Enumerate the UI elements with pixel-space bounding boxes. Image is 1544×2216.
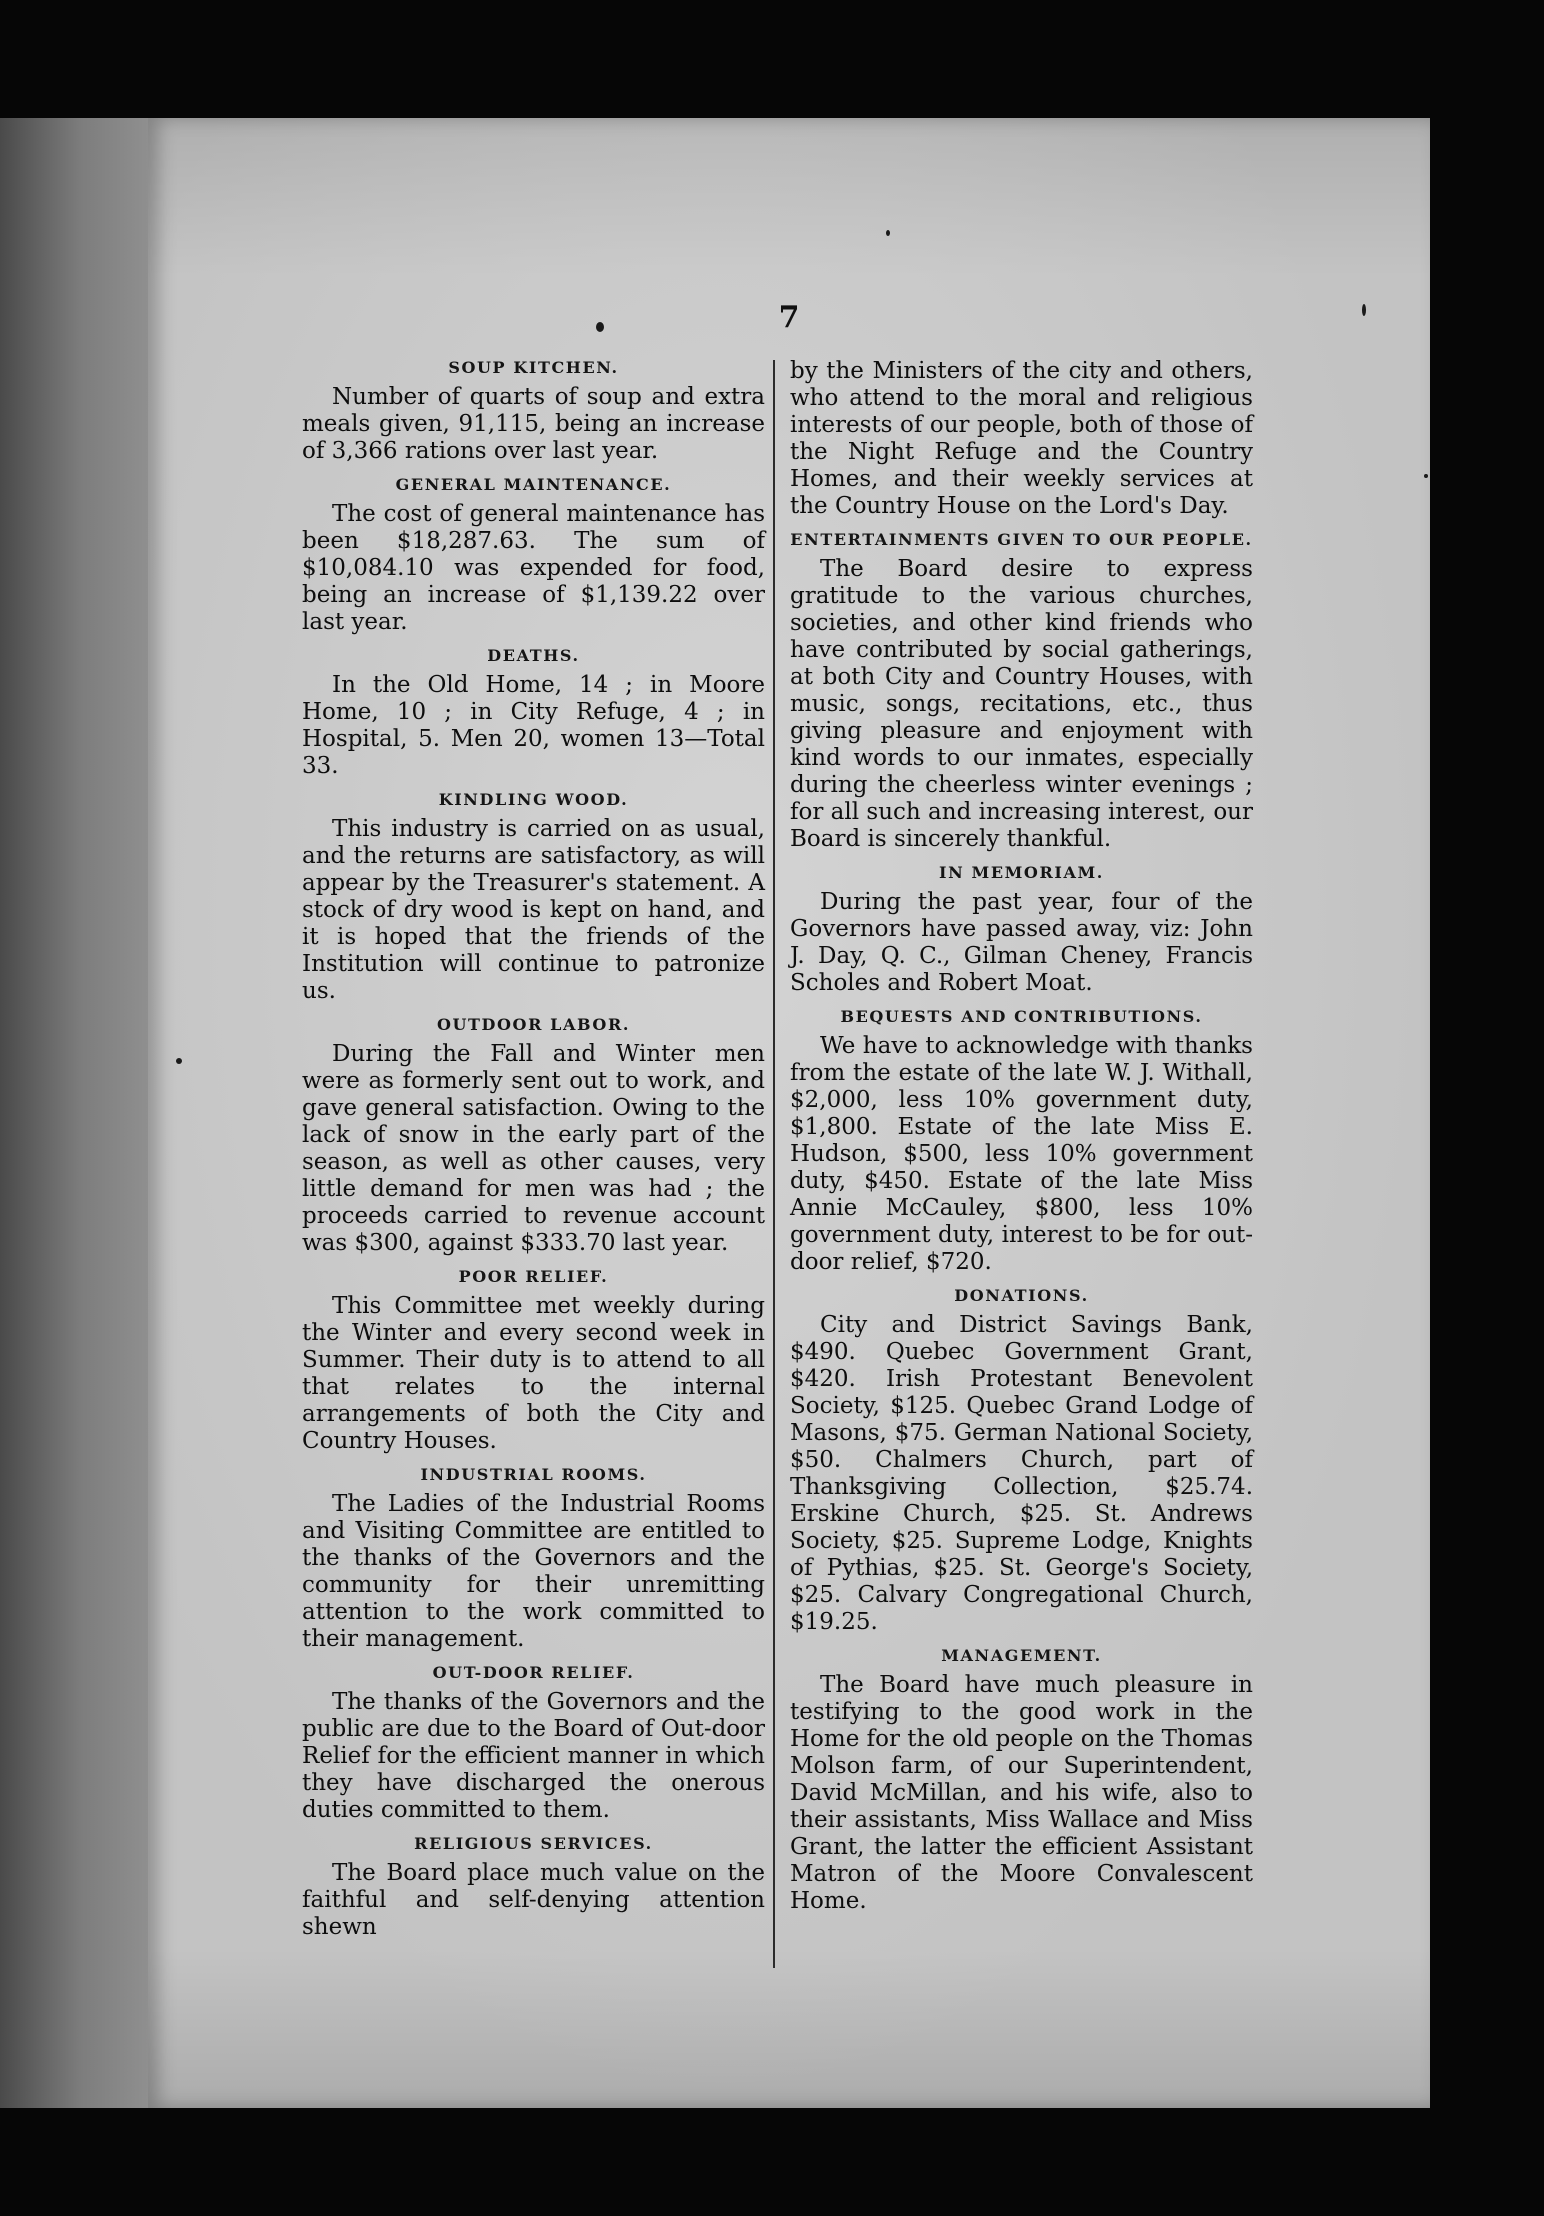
section-heading-kindling-wood: KINDLING WOOD. — [438, 790, 629, 809]
section-text-industrial-rooms: The Ladies of the Industrial Rooms and Visiting Committee are entitled to the thanks of the Governors and the community for their unremitting attention to the work committed to their management. — [302, 1491, 765, 1652]
adjacent-page-edge — [0, 118, 148, 2108]
section-text-donations: City and District Savings Bank, $490. Quebec Government Grant, $420. Irish Protestant Benevolent Society, $125. Quebec Grand Lodge of Masons, $75. German National Society, $50. Chalmers Church, part of Thanksgiving Collection, $25.74. Erskine Church, $25. St. Andrews Society, $25. Supreme Lodge, Knights of Pythias, $25. St. George's Society, $25. Calvary Congregational Church, $19.25. — [790, 1312, 1253, 1635]
section-heading-industrial-rooms: INDUSTRIAL ROOMS. — [420, 1465, 647, 1484]
section-heading-soup-kitchen: SOUP KITCHEN. — [448, 358, 619, 377]
section-text-management: The Board have much pleasure in testifying to the good work in the Home for the old people on the Thomas Molson farm, of our Superintendent, David McMillan, and his wife, also to their assistants, Miss Wallace and Miss Grant, the latter the efficient Assistant Matron of the Moore Convalescent Home. — [790, 1672, 1253, 1914]
section-text-outdoor-labor: During the Fall and Winter men were as formerly sent out to work, and gave general satisfaction. Owing to the lack of snow in the early part of the season, as well as other causes, very little demand for men was had ; the proceeds carried to revenue account was $300, against $333.70 last year. — [302, 1041, 765, 1256]
page-number: 7 — [778, 300, 800, 335]
section-text-poor-relief: This Committee met weekly during the Winter and every second week in Summer. Their duty is to attend to all that relates to the internal arrangements of both the City and Country Houses. — [302, 1293, 765, 1454]
section-heading-in-memoriam: IN MEMORIAM. — [939, 863, 1104, 882]
section-text-soup-kitchen: Number of quarts of soup and extra meals given, 91,115, being an increase of 3,366 rations over last year. — [302, 384, 765, 464]
section-text-in-memoriam: During the past year, four of the Governors have passed away, viz: John J. Day, Q. C., Gilman Cheney, Francis Scholes and Robert Moat. — [790, 889, 1253, 996]
section-text-entertainments: The Board desire to express gratitude to the various churches, societies, and other kind friends who have contributed by social gatherings, at both City and Country Houses, with music, songs, recitations, etc., thus giving pleasure and enjoyment with kind words to our inmates, especially during the cheerless winter evenings ; for all such and increasing interest, our Board is sincerely thankful. — [790, 556, 1253, 852]
section-heading-general-maintenance: GENERAL MAINTENANCE. — [395, 475, 672, 494]
scan-speck — [596, 322, 604, 332]
section-text-deaths: In the Old Home, 14 ; in Moore Home, 10 ; in City Refuge, 4 ; in Hospital, 5. Men 20, women 13—Total 33. — [302, 672, 765, 779]
section-heading-management: MANAGEMENT. — [941, 1646, 1102, 1665]
section-text-bequests: We have to acknowledge with thanks from the estate of the late W. J. Withall, $2,000, less 10% government duty, $1,800. Estate of the late Miss E. Hudson, $500, less 10% government duty, $450. Estate of the late Miss Annie McCauley, $800, less 10% government duty, interest to be for out-door relief, $720. — [790, 1033, 1253, 1275]
section-heading-bequests: BEQUESTS AND CONTRIBUTIONS. — [840, 1007, 1203, 1026]
right-column — [790, 358, 1253, 1915]
section-heading-out-door-relief: OUT-DOOR RELIEF. — [432, 1663, 635, 1682]
scan-speck — [176, 1058, 182, 1064]
section-heading-outdoor-labor: OUTDOOR LABOR. — [436, 1015, 631, 1034]
scan-speck — [886, 230, 890, 236]
section-text-religious-services: The Board place much value on the faithful and self-denying attention shewn — [302, 1860, 765, 1940]
religious-services-continuation: by the Ministers of the city and others, who attend to the moral and religious interests of our people, both of those of the Night Refuge and the Country Homes, and their weekly services at the Country House on the Lord's Day. — [790, 358, 1253, 519]
scan-speck — [1424, 474, 1428, 478]
column-divider — [773, 360, 775, 1968]
section-heading-entertainments: ENTERTAINMENTS GIVEN TO OUR PEOPLE. — [790, 530, 1253, 549]
document-page — [148, 118, 1430, 2108]
section-heading-religious-services: RELIGIOUS SERVICES. — [414, 1834, 653, 1853]
scan-speck — [1362, 304, 1366, 316]
section-heading-poor-relief: POOR RELIEF. — [458, 1267, 609, 1286]
section-heading-deaths: DEATHS. — [487, 646, 580, 665]
section-text-out-door-relief: The thanks of the Governors and the public are due to the Board of Out-door Relief for the efficient manner in which they have discharged the onerous duties committed to them. — [302, 1689, 765, 1823]
section-heading-donations: DONATIONS. — [954, 1286, 1089, 1305]
left-column — [302, 358, 765, 1941]
section-text-kindling-wood: This industry is carried on as usual, and the returns are satisfactory, as will appear by the Treasurer's statement. A stock of dry wood is kept on hand, and it is hoped that the friends of the Institution will continue to patronize us. — [302, 816, 765, 1004]
section-text-general-maintenance: The cost of general maintenance has been $18,287.63. The sum of $10,084.10 was expended for food, being an increase of $1,139.22 over last year. — [302, 501, 765, 635]
